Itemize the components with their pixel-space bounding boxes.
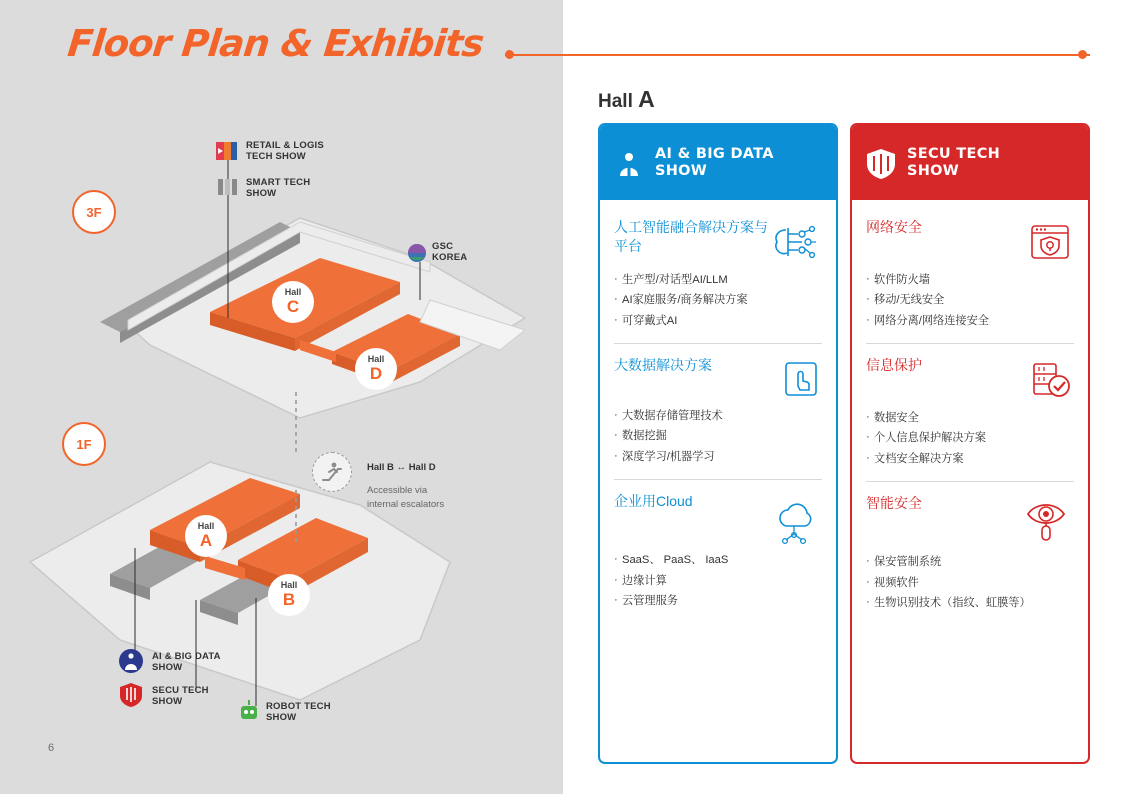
list-item: · 深度学习/机器学习: [614, 449, 822, 466]
escalator-person-icon: [320, 460, 344, 484]
map-label-gsc-korea: GSC KOREA: [432, 241, 468, 263]
hall-marker-c: [272, 281, 314, 323]
section-title: 信息保护: [866, 357, 922, 374]
map-label-ai-big-data: AI & BIG DATA SHOW: [152, 651, 221, 673]
hall-marker-letter: C: [286, 296, 300, 316]
retail-logis-icon: [214, 140, 240, 162]
ai-person-icon: [612, 147, 646, 181]
map-label-smart-tech: SMART TECH SHOW: [246, 177, 311, 199]
ai-big-data-icon: [118, 648, 144, 674]
section-items: [614, 408, 822, 466]
list-item: · 生产型/对话型AI/LLM: [614, 272, 822, 289]
section-ai-solutions: [614, 206, 822, 343]
list-item: · 文档安全解决方案: [866, 451, 1074, 468]
floor-badge-1f: 1F: [62, 422, 106, 466]
section-network-security: [866, 206, 1074, 343]
list-item: · 云管理服务: [614, 593, 822, 610]
list-item: · 视频软件: [866, 575, 1074, 592]
hall-marker-b: [268, 574, 310, 616]
section-title: 大数据解决方案: [614, 357, 712, 374]
section-title: 智能安全: [866, 495, 922, 512]
section-items: [866, 410, 1074, 468]
browser-shield-icon: [1026, 220, 1074, 266]
map-label-secu-tech: SECU TECH SHOW: [152, 685, 209, 707]
section-information-protection: [866, 343, 1074, 481]
list-item: · 网络分离/网络连接安全: [866, 313, 1074, 330]
title-rule-dot-right: [1078, 50, 1087, 59]
map-label-retail-logis: RETAIL & LOGIS TECH SHOW: [246, 140, 324, 162]
page-title: Floor Plan & Exhibits: [65, 22, 486, 65]
section-items: [614, 272, 822, 330]
robot-tech-icon: [236, 698, 262, 724]
escalator-note-line1: Accessible via: [367, 485, 428, 496]
card-header: [852, 125, 1088, 200]
list-item: · 软件防火墙: [866, 272, 1074, 289]
hall-marker-d: [355, 348, 397, 390]
escalator-icon: [312, 452, 352, 492]
card-title: AI & BIG DATA SHOW: [655, 145, 774, 179]
hall-marker-letter: D: [369, 363, 383, 383]
floor-plan-map: [0, 0, 563, 794]
map-label-robot-tech: ROBOT TECH SHOW: [266, 701, 331, 723]
hall-marker-prefix: Hall: [197, 521, 215, 532]
smart-tech-icon: [216, 176, 240, 198]
list-item: · 生物识别技术（指纹、虹膜等）: [866, 595, 1074, 612]
floor-badge-3f: 3F: [72, 190, 116, 234]
hall-marker-letter: B: [282, 589, 296, 609]
list-item: · 数据安全: [866, 410, 1074, 427]
server-check-icon: [1026, 358, 1074, 404]
list-item: · 可穿戴式AI: [614, 313, 822, 330]
list-item: · 大数据存储管理技术: [614, 408, 822, 425]
section-items: [866, 272, 1074, 330]
section-items: [866, 554, 1074, 612]
list-item: · AI家庭服务/商务解决方案: [614, 292, 822, 309]
list-item: · 个人信息保护解决方案: [866, 430, 1074, 447]
list-item: · 边缘计算: [614, 573, 822, 590]
list-item: · 数据挖掘: [614, 428, 822, 445]
section-intelligent-security: [866, 481, 1074, 625]
list-item: · SaaS、 PaaS、 IaaS: [614, 552, 822, 569]
hall-marker-prefix: Hall: [284, 287, 302, 298]
page-number: 6: [48, 742, 55, 754]
card-ai-big-data-show: [598, 123, 838, 764]
section-title: 人工智能融合解决方案与平台: [614, 219, 768, 254]
card-body: [852, 200, 1088, 625]
section-enterprise-cloud: [614, 479, 822, 623]
title-rule: [505, 54, 1090, 56]
brain-circuit-icon: [768, 220, 822, 266]
cloud-network-icon: [766, 494, 822, 546]
hall-marker-prefix: Hall: [367, 354, 385, 365]
card-header: [600, 125, 836, 200]
section-title: 网络安全: [866, 219, 922, 235]
hall-heading-prefix: Hall: [598, 91, 639, 112]
escalator-note-line2: internal escalators: [367, 498, 445, 510]
card-body: [600, 200, 836, 623]
hand-touch-icon: [780, 358, 822, 400]
card-secu-tech-show: [850, 123, 1090, 764]
list-item: · 保安管制系统: [866, 554, 1074, 571]
hall-a-heading: [598, 86, 655, 113]
secu-tech-icon: [118, 682, 144, 708]
card-title: SECU TECH SHOW: [907, 145, 1001, 179]
gsc-korea-icon: [406, 242, 428, 264]
escalator-note-title: Hall B ↔ Hall D: [367, 462, 436, 473]
hall-heading-letter: A: [638, 86, 655, 112]
section-title: 企业用Cloud: [614, 493, 693, 510]
section-items: [614, 552, 822, 610]
eye-camera-icon: [1022, 496, 1074, 548]
hall-marker-a: [185, 515, 227, 557]
section-big-data: [614, 343, 822, 479]
list-item: · 移动/无线安全: [866, 292, 1074, 309]
hall-marker-letter: A: [199, 530, 213, 550]
escalator-note-body: [367, 484, 444, 512]
shield-icon: [864, 147, 898, 181]
hall-marker-prefix: Hall: [280, 580, 298, 591]
